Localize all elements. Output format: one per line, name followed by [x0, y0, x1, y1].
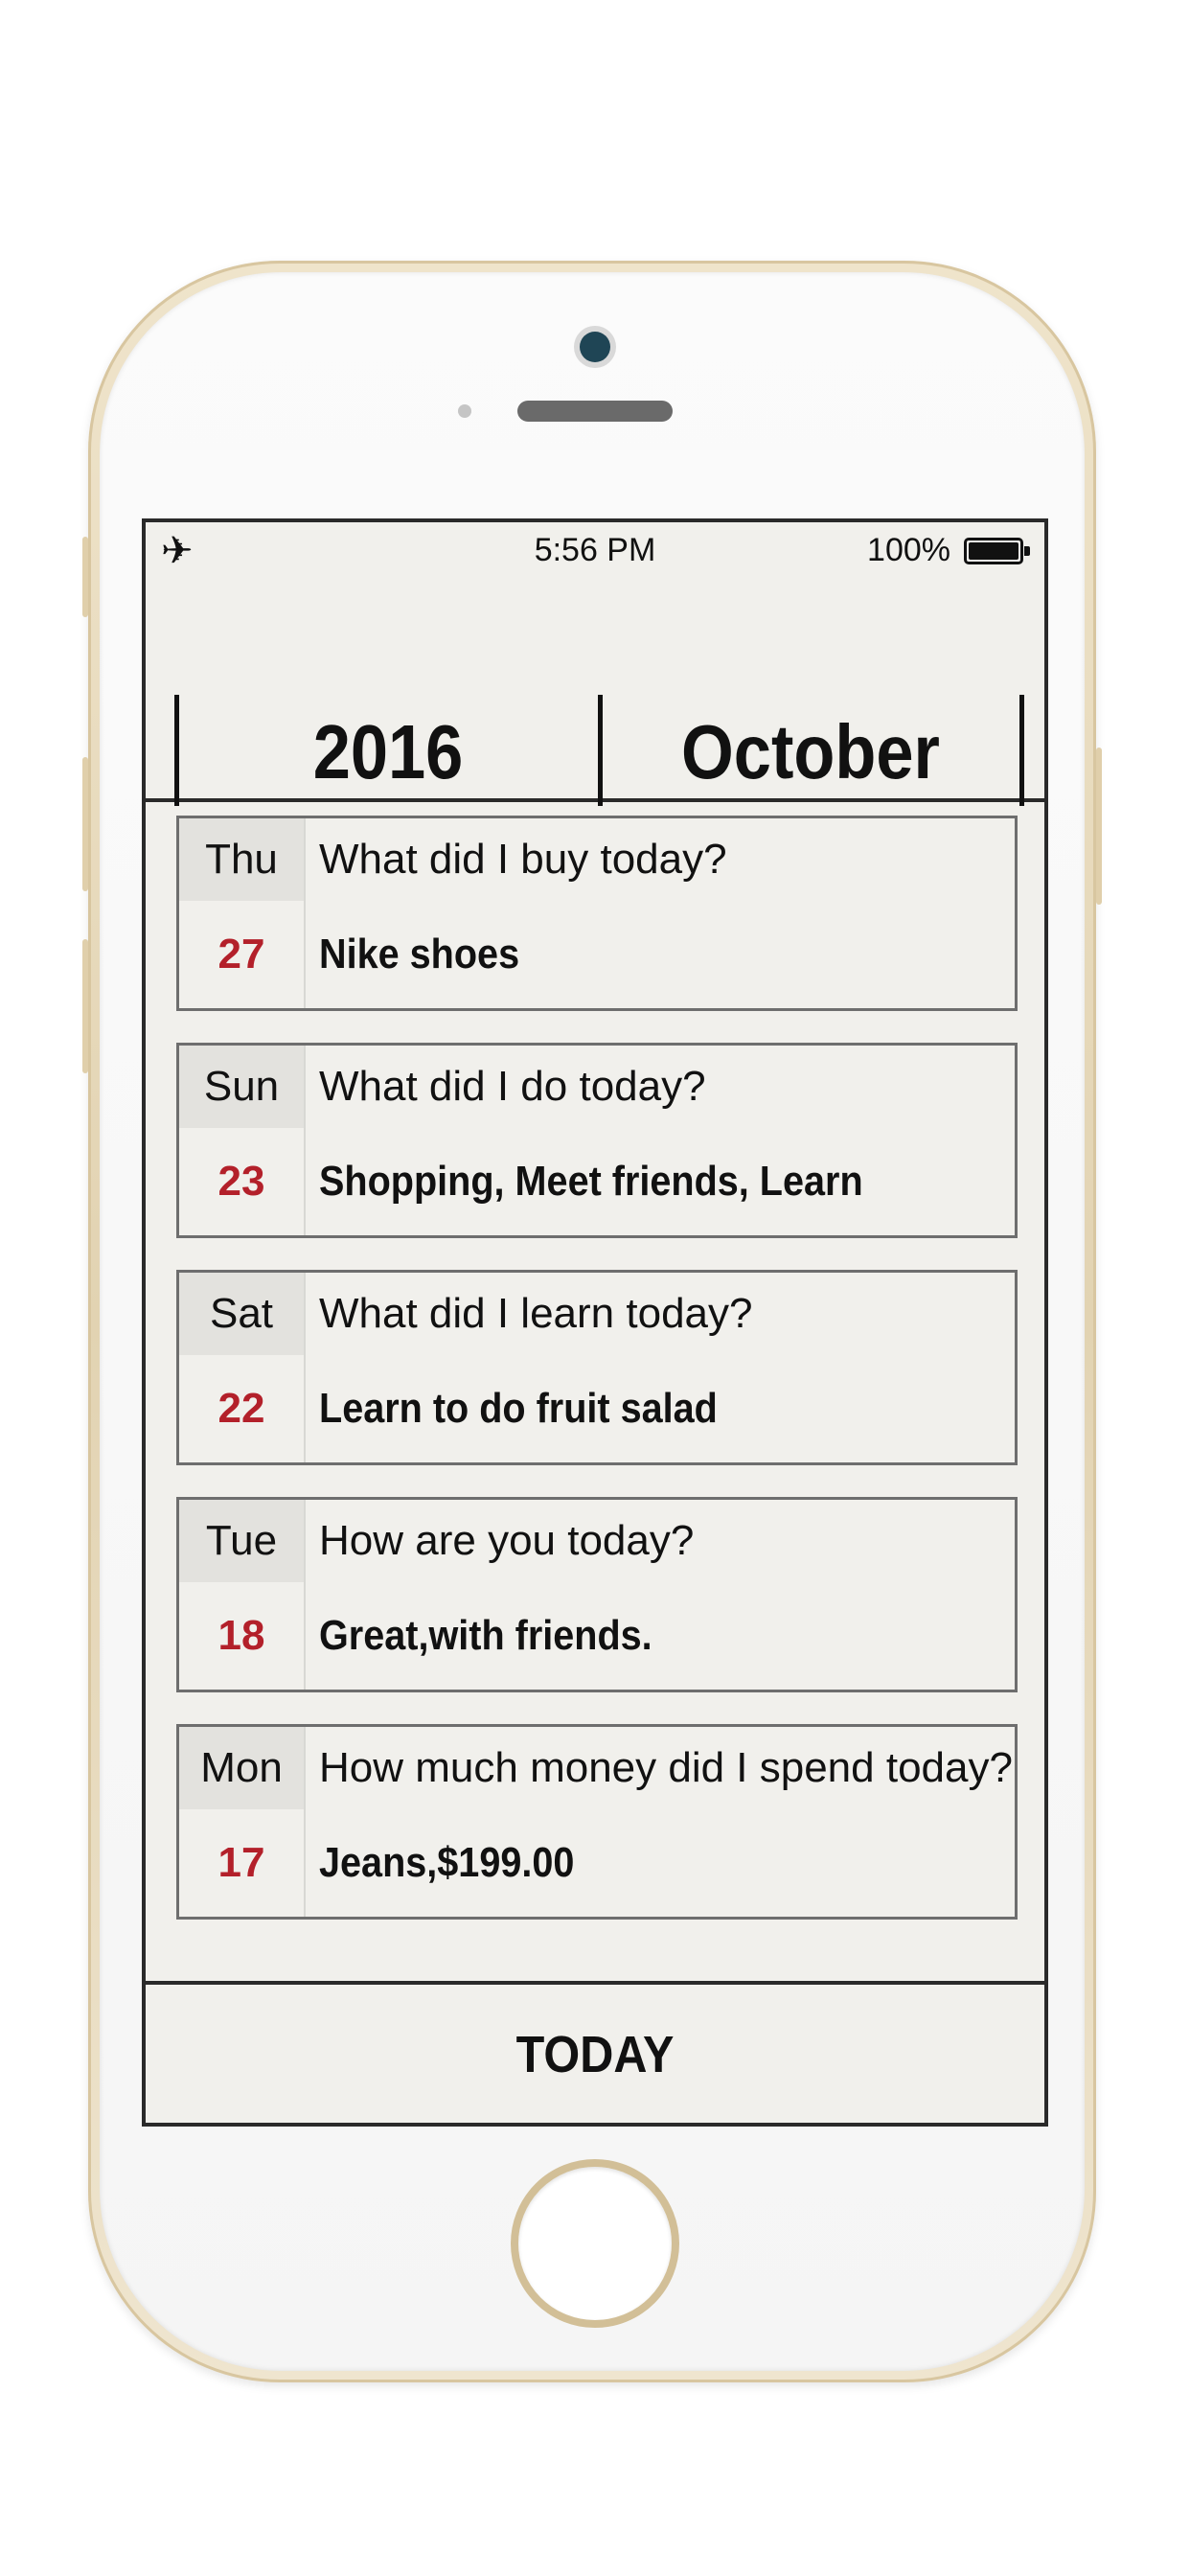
- entry-question: What did I buy today?: [319, 836, 727, 883]
- app-screen: [142, 518, 1048, 2127]
- month-selector[interactable]: October: [681, 709, 940, 794]
- status-bar: [146, 522, 1044, 580]
- entry-answer: Nike shoes: [319, 931, 520, 978]
- header-divider-right: [1019, 695, 1024, 806]
- entry-day-number: 18: [217, 1612, 265, 1659]
- volume-down-button: [82, 939, 88, 1073]
- entry-day-number: 23: [217, 1158, 265, 1205]
- header-divider-middle: [598, 695, 603, 806]
- battery-percent: 100%: [867, 532, 950, 568]
- header: [146, 580, 1044, 802]
- entry-question: How much money did I spend today?: [319, 1744, 1013, 1791]
- entry-answer: Great,with friends.: [319, 1612, 652, 1659]
- battery-fill: [969, 542, 1018, 560]
- entry-answer: Shopping, Meet friends, Learn: [319, 1158, 863, 1205]
- entry-card[interactable]: [176, 1043, 1018, 1238]
- entry-weekday: Sun: [179, 1046, 304, 1128]
- footer: [146, 1981, 1044, 2123]
- earpiece-speaker: [517, 401, 673, 422]
- date-column: [179, 1500, 306, 1690]
- volume-up-button: [82, 757, 88, 891]
- entry-answer: Learn to do fruit salad: [319, 1385, 718, 1432]
- entry-day-number: 27: [217, 931, 265, 978]
- entry-day-number: 22: [217, 1385, 265, 1432]
- entry-day-number: 17: [217, 1839, 265, 1886]
- proximity-sensor: [458, 404, 471, 418]
- header-divider-left: [174, 695, 179, 806]
- date-column: [179, 1046, 306, 1235]
- status-time: 5:56 PM: [534, 532, 656, 568]
- entry-card[interactable]: [176, 1724, 1018, 1920]
- entry-card[interactable]: [176, 1270, 1018, 1465]
- entry-question: What did I learn today?: [319, 1290, 753, 1337]
- entry-card[interactable]: [176, 816, 1018, 1011]
- mute-switch: [82, 537, 88, 617]
- entry-weekday: Thu: [179, 818, 304, 901]
- battery-tip: [1024, 546, 1030, 556]
- power-button: [1096, 748, 1102, 905]
- entry-weekday: Sat: [179, 1273, 304, 1355]
- entry-card[interactable]: [176, 1497, 1018, 1692]
- entry-answer: Jeans,$199.00: [319, 1839, 575, 1886]
- entry-question: What did I do today?: [319, 1063, 706, 1110]
- entry-question: How are you today?: [319, 1517, 695, 1564]
- year-selector[interactable]: 2016: [312, 709, 464, 794]
- entry-weekday: Mon: [179, 1727, 304, 1809]
- home-button[interactable]: [511, 2159, 679, 2328]
- date-column: [179, 1727, 306, 1917]
- airplane-icon: ✈: [161, 530, 194, 572]
- date-column: [179, 1273, 306, 1462]
- battery-icon: [964, 538, 1023, 564]
- today-button[interactable]: TODAY: [191, 1985, 999, 2123]
- entry-weekday: Tue: [179, 1500, 304, 1582]
- front-camera: [580, 332, 610, 362]
- date-column: [179, 818, 306, 1008]
